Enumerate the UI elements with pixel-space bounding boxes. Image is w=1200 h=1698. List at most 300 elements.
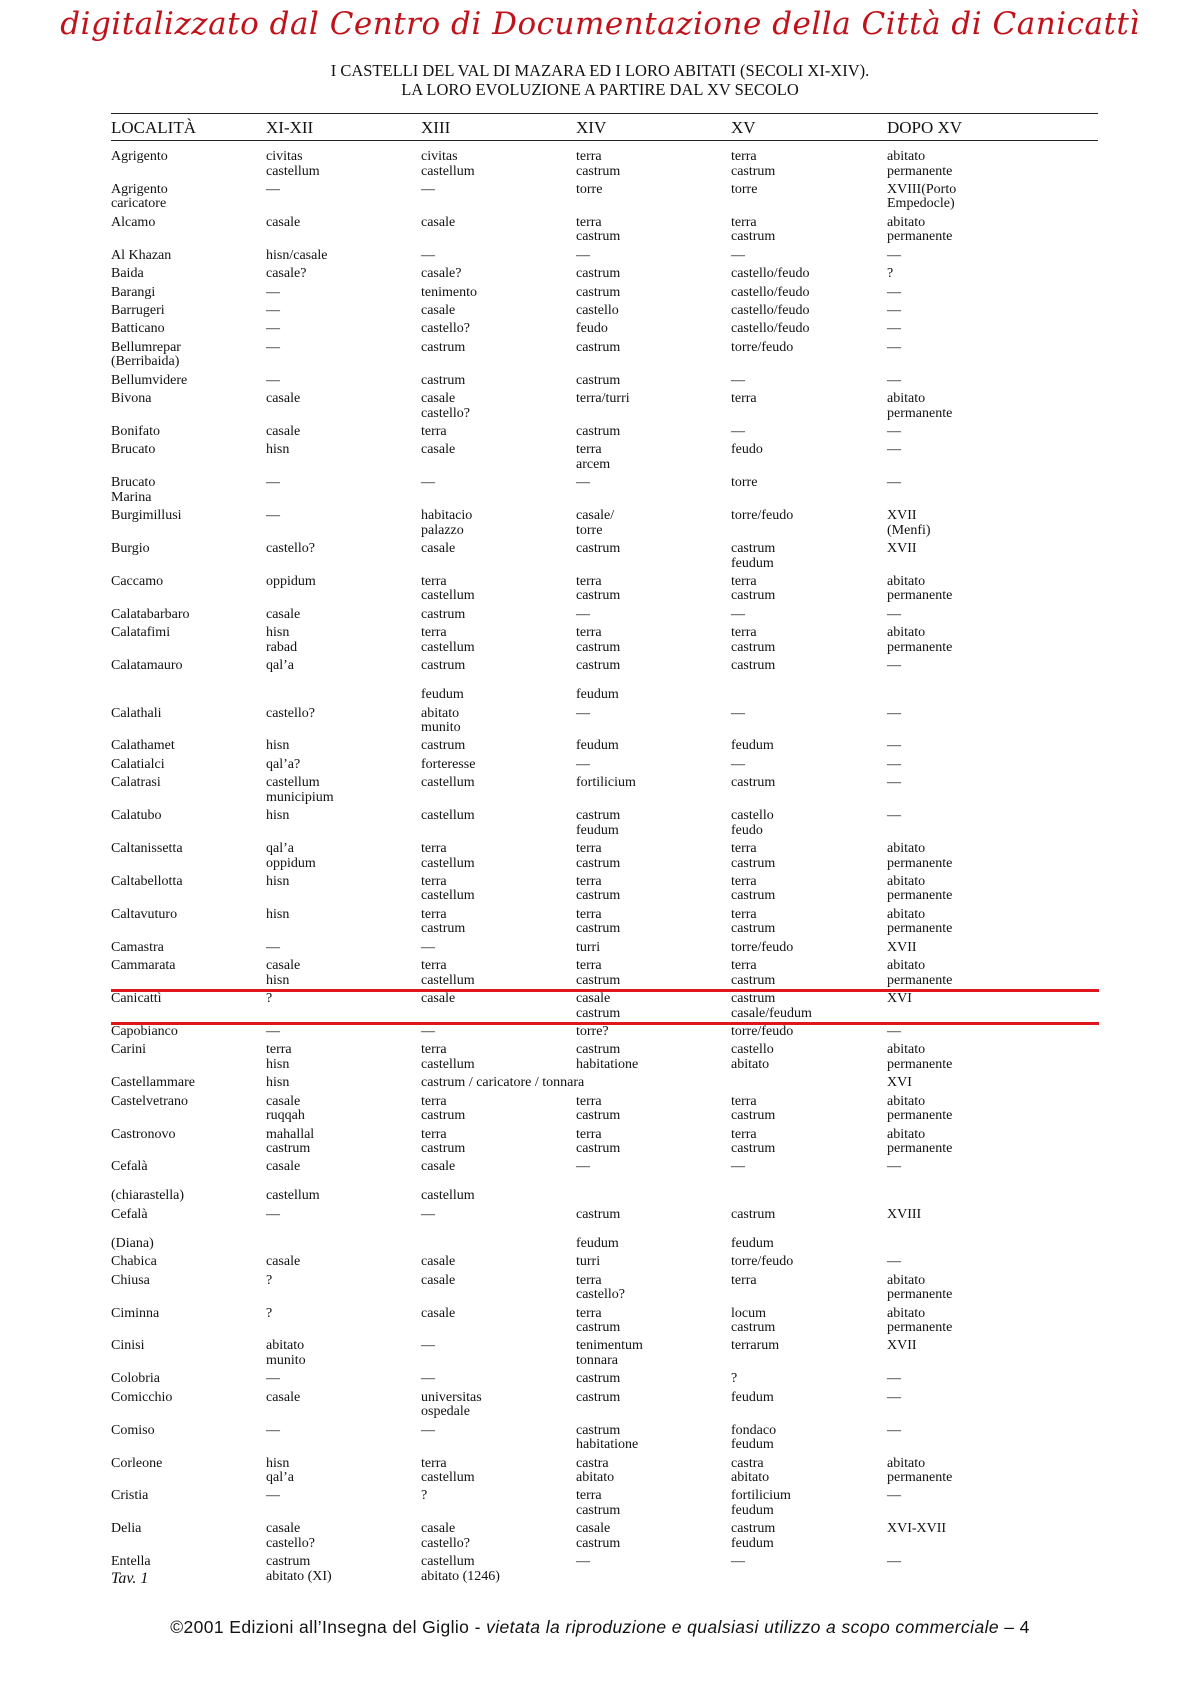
cell-xi-xii: — [266, 302, 280, 318]
cell-xv: feudo [731, 442, 763, 458]
cell-xi-xii: hisn/casale [266, 247, 328, 263]
table-row [0, 626, 1200, 659]
table-row [0, 1339, 1200, 1372]
col-header-xi-xii: XI-XII [266, 118, 314, 137]
cell-xiii: terra castellum [421, 1042, 475, 1072]
cell-localita: Castronovo [111, 1126, 176, 1142]
cell-xi-xii: hisn qal’a [266, 1455, 294, 1485]
cell-dopo-xv: ? [887, 266, 894, 282]
cell-xiii: terra castrum [421, 1126, 466, 1156]
cell-xi-xii: — [266, 1023, 280, 1039]
cell-dopo-xv: abitato permanente [887, 573, 953, 604]
col-header-xiv: XIV [576, 118, 607, 137]
cell-dopo-xv: — [887, 1023, 901, 1039]
cell-xv: torre/feudo [731, 339, 794, 355]
cell-xiii: casale [421, 1305, 456, 1321]
cell-localita: Barangi [111, 284, 156, 300]
cell-localita: Chiusa [111, 1272, 150, 1288]
cell-xv: castello/feudo [731, 266, 810, 282]
cell-dopo-xv: — [887, 247, 901, 263]
cell-xiv: terra castrum [576, 1093, 621, 1124]
cell-localita: Cefalà (chiarastella) [111, 1159, 185, 1204]
cell-xi-xii: — [266, 939, 280, 955]
table-row [0, 1489, 1200, 1522]
cell-xv: terra castrum [731, 1126, 776, 1156]
cell-xv: castello/feudo [731, 321, 810, 337]
table-row [0, 1555, 1200, 1588]
cell-localita: Agrigento [111, 149, 168, 164]
cell-xiii: castrum [421, 738, 466, 754]
cell-xiii: — [421, 1338, 435, 1354]
cell-dopo-xv: XVII [887, 1338, 917, 1354]
cell-xiii: civitas castellum [421, 149, 475, 179]
cell-xv: terra castrum [731, 958, 776, 988]
cell-xiii: casale [421, 1254, 456, 1270]
highlight-bottom-line [111, 1022, 1099, 1025]
cell-xiv: castello [576, 302, 619, 318]
cell-xiv: terra/turri [576, 391, 630, 406]
cell-xiv: torre [576, 181, 603, 197]
cell-xiii: terra castellum [421, 958, 475, 988]
cell-xv: terra [731, 1272, 757, 1288]
cell-xv: terra castrum [731, 625, 776, 655]
cell-xiv: terra castrum [576, 1126, 621, 1156]
cell-xi-xii: hisn [266, 442, 290, 458]
cell-xi-xii: — [266, 284, 280, 300]
cell-localita: Calatamauro [111, 658, 183, 674]
cell-xv: terra castrum [731, 573, 776, 604]
table-row [0, 1160, 1200, 1207]
cell-xi-xii: — [266, 1488, 280, 1504]
table-row [0, 183, 1200, 216]
header-top-rule [111, 113, 1098, 114]
cell-localita: Corleone [111, 1455, 163, 1471]
table-row [0, 1025, 1200, 1043]
cell-xiii: terra castellum [421, 625, 475, 655]
cell-xiv: — [576, 1159, 590, 1175]
cell-xi-xii: qal’a oppidum [266, 841, 316, 871]
table-row [0, 1522, 1200, 1555]
cell-xv: castello abitato [731, 1042, 774, 1072]
cell-localita: Al Khazan [111, 247, 172, 263]
cell-xiv: terra castrum [576, 625, 621, 655]
cell-xi-xii: qal’a? [266, 756, 301, 772]
cell-xv: terrarum [731, 1338, 780, 1354]
cell-xiv: castrum habitatione [576, 1042, 639, 1072]
cell-xiii: — [421, 1371, 435, 1387]
cell-xv: — [731, 247, 745, 263]
cell-xv: torre/feudo [731, 508, 794, 524]
cell-localita: Calathali [111, 705, 162, 721]
cell-xi-xii: oppidum [266, 573, 316, 589]
cell-localita: Calatafimi [111, 625, 171, 641]
table-row [0, 1274, 1200, 1307]
cell-xi-xii: — [266, 1206, 280, 1222]
cell-xi-xii: terra hisn [266, 1042, 292, 1072]
cell-xi-xii: casale castello? [266, 1521, 315, 1551]
cell-xiii: castrum / caricatore / tonnara [421, 1075, 585, 1091]
cell-xv: torre/feudo [731, 1254, 794, 1270]
cell-xiv: turri [576, 1254, 601, 1270]
cell-xi-xii: civitas castellum [266, 149, 320, 179]
cell-xiii: — [421, 939, 435, 955]
table-row [0, 758, 1200, 776]
cell-localita: Agrigento caricatore [111, 181, 168, 212]
cell-xv: castra abitato [731, 1455, 770, 1485]
cell-xv: — [731, 606, 745, 622]
cell-xi-xii: hisn [266, 808, 290, 824]
footer-copyright: ©2001 Edizioni all’Insegna del Giglio - [170, 1617, 487, 1637]
cell-xv: castrum feudum [731, 541, 776, 571]
cell-xiv: terra castrum [576, 1305, 621, 1335]
table-row [0, 707, 1200, 740]
col-header-xiii: XIII [421, 118, 451, 137]
cell-xi-xii: casale [266, 1389, 301, 1405]
cell-xiii: universitas ospedale [421, 1389, 482, 1420]
cell-localita: Burgimillusi [111, 508, 182, 524]
table-row [0, 959, 1200, 992]
cell-dopo-xv: — [887, 302, 901, 318]
table-row [0, 842, 1200, 875]
cell-xiv: feudo [576, 321, 608, 337]
cell-xiv: — [576, 606, 590, 622]
cell-dopo-xv: — [887, 1488, 901, 1504]
cell-xiv: castrum habitatione [576, 1422, 639, 1453]
cell-xiii: castellum abitato (1246) [421, 1554, 500, 1584]
cell-localita: Cefalà (Diana) [111, 1206, 154, 1251]
cell-xiii: casale castello? [421, 391, 470, 421]
table-row [0, 267, 1200, 285]
table-row [0, 659, 1200, 706]
table-row [0, 739, 1200, 757]
table-row [0, 1307, 1200, 1340]
header-bottom-rule [111, 140, 1098, 141]
cell-xi-xii: hisn [266, 873, 290, 889]
cell-xiii: terra [421, 423, 447, 439]
cell-xiv: castrum [576, 1371, 621, 1387]
cell-xi-xii: — [266, 181, 280, 197]
cell-xi-xii: ? [266, 1305, 273, 1321]
cell-dopo-xv: — [887, 1159, 901, 1175]
cell-xi-xii: — [266, 508, 280, 524]
cell-xiv: castra abitato [576, 1455, 615, 1485]
cell-xiv: terra castrum [576, 873, 621, 904]
table-row [0, 1208, 1200, 1255]
cell-xiii: castello? [421, 321, 470, 337]
cell-xiii: — [421, 1023, 435, 1039]
cell-xv: torre [731, 181, 758, 197]
cell-xv: terra castrum [731, 841, 776, 871]
cell-xiii: terra castellum [421, 841, 475, 871]
cell-localita: Brucato Marina [111, 475, 156, 505]
cell-xiii: casale castello? [421, 1521, 470, 1551]
cell-xiv: terra castrum [576, 841, 621, 871]
cell-dopo-xv: — [887, 475, 901, 491]
cell-xiv: castrum feudum [576, 808, 621, 838]
cell-localita: Caltanissetta [111, 841, 183, 856]
cell-xv: ? [731, 1371, 738, 1387]
cell-xi-xii: abitato munito [266, 1338, 306, 1368]
cell-xiv: castrum feudum [576, 658, 621, 703]
cell-dopo-xv: XVII [887, 541, 917, 556]
cell-xv: terra castrum [731, 873, 776, 904]
cell-dopo-xv: — [887, 321, 901, 337]
table-row [0, 286, 1200, 304]
cell-xiii: abitato munito [421, 705, 461, 735]
cell-localita: Calathamet [111, 738, 175, 754]
cell-xiii: castrum [421, 372, 466, 388]
cell-xi-xii: castrum abitato (XI) [266, 1554, 332, 1584]
cell-xi-xii: casale castellum [266, 1159, 320, 1204]
table-row [0, 1372, 1200, 1390]
cell-localita: Caltabellotta [111, 873, 183, 889]
cell-xiii: terra castrum [421, 906, 466, 937]
cell-xi-xii: castello? [266, 705, 315, 721]
table-row [0, 941, 1200, 959]
cell-xiii: casale castellum [421, 1159, 475, 1204]
cell-dopo-xv: — [887, 606, 901, 622]
cell-localita: Burgio [111, 541, 150, 556]
table-row [0, 542, 1200, 575]
cell-xv: terra [731, 391, 757, 406]
cell-xv: — [731, 423, 745, 439]
cell-xiv: tenimentum tonnara [576, 1338, 643, 1368]
cell-xiv: castrum [576, 541, 621, 556]
cell-xiv: — [576, 705, 590, 721]
cell-xv: castello/feudo [731, 302, 810, 318]
cell-xiii: terra castellum [421, 573, 475, 604]
table-row [0, 476, 1200, 509]
cell-xv: castrum [731, 658, 776, 674]
title-line-2: LA LORO EVOLUZIONE A PARTIRE DAL XV SECOLO [401, 80, 799, 99]
cell-xiv: castrum [576, 266, 621, 282]
cell-xiv: casale castrum [576, 1521, 621, 1551]
footer [0, 1617, 1200, 1638]
cell-dopo-xv: abitato permanente [887, 214, 953, 245]
cell-dopo-xv: — [887, 1389, 901, 1405]
cell-localita: Baida [111, 266, 144, 282]
cell-xiv: castrum [576, 423, 621, 439]
cell-localita: Alcamo [111, 214, 156, 230]
cell-xi-xii: hisn [266, 738, 290, 754]
cell-dopo-xv: — [887, 442, 901, 458]
cell-dopo-xv: — [887, 705, 901, 721]
cell-dopo-xv: abitato permanente [887, 1305, 953, 1335]
table-row [0, 392, 1200, 425]
cell-dopo-xv: — [887, 756, 901, 772]
cell-dopo-xv: XVII (Menfi) [887, 508, 931, 538]
cell-xiv: castrum feudum [576, 1206, 621, 1251]
cell-localita: Entella [111, 1554, 151, 1570]
cell-xv: terra castrum [731, 906, 776, 937]
cell-dopo-xv: XVI [887, 991, 912, 1006]
cell-xiii: — [421, 1422, 435, 1438]
cell-xv: — [731, 372, 745, 388]
cell-dopo-xv: XVIII [887, 1206, 922, 1222]
cell-dopo-xv: abitato permanente [887, 1093, 953, 1124]
cell-xiii: — [421, 247, 435, 263]
cell-dopo-xv: abitato permanente [887, 873, 953, 904]
cell-xiii: casale [421, 541, 456, 556]
table-row [0, 1255, 1200, 1273]
cell-dopo-xv: abitato permanente [887, 625, 953, 655]
cell-xiii: castrum [421, 606, 466, 622]
cell-localita: Calatrasi [111, 775, 161, 791]
table-row [0, 575, 1200, 608]
cell-dopo-xv: — [887, 1371, 901, 1387]
cell-localita: Bivona [111, 391, 152, 406]
cell-localita: Bellumrepar (Berribaida) [111, 339, 181, 370]
cell-xi-xii: qal’a [266, 658, 294, 674]
cell-dopo-xv: — [887, 738, 901, 754]
cell-dopo-xv: — [887, 423, 901, 439]
cell-xi-xii: casale ruqqah [266, 1093, 305, 1124]
cell-localita: Brucato [111, 442, 156, 458]
table-row [0, 509, 1200, 542]
cell-xv: castrum feudum [731, 1521, 776, 1551]
cell-xiii: forteresse [421, 756, 476, 772]
cell-xiii: terra castrum [421, 1093, 466, 1124]
cell-dopo-xv: abitato permanente [887, 1455, 953, 1485]
cell-xiii: casale [421, 214, 456, 230]
cell-xiv: terra arcem [576, 442, 611, 472]
cell-xiii: castellum [421, 775, 475, 791]
table-row [0, 1457, 1200, 1490]
cell-localita: Comicchio [111, 1389, 173, 1405]
cell-xiii: casale [421, 1272, 456, 1288]
cell-xi-xii: — [266, 1371, 280, 1387]
highlight-top-line [111, 989, 1099, 992]
cell-xv: locum castrum [731, 1305, 776, 1335]
cell-xv: castello/feudo [731, 284, 810, 300]
cell-xiv: — [576, 247, 590, 263]
tav-label: Tav. 1 [111, 1570, 149, 1587]
cell-xi-xii: casale? [266, 266, 307, 282]
table-row [0, 374, 1200, 392]
cell-localita: Caltavuturo [111, 906, 178, 922]
cell-xv: feudum [731, 738, 774, 754]
col-header-xv: XV [731, 118, 756, 137]
cell-xi-xii: casale [266, 391, 301, 406]
cell-dopo-xv: — [887, 1554, 901, 1570]
cell-xi-xii: casale [266, 1254, 301, 1270]
cell-xv: fondaco feudum [731, 1422, 777, 1453]
cell-xi-xii: — [266, 339, 280, 355]
cell-xv: castrum feudum [731, 1206, 776, 1251]
cell-xi-xii: hisn [266, 906, 290, 922]
table-title [0, 61, 1200, 99]
table-row [0, 341, 1200, 374]
cell-xiii: terra castellum [421, 1455, 475, 1485]
cell-xiv: turri [576, 939, 601, 955]
cell-xv: terra castrum [731, 214, 776, 245]
table-row [0, 1391, 1200, 1424]
cell-xi-xii: casale [266, 423, 301, 439]
cell-dopo-xv: XVI-XVII [887, 1521, 947, 1537]
cell-localita: Barrugeri [111, 302, 165, 318]
cell-xi-xii: — [266, 321, 280, 337]
cell-xiii: terra castellum [421, 873, 475, 904]
cell-dopo-xv: XVII [887, 939, 917, 955]
cell-dopo-xv: abitato permanente [887, 149, 953, 179]
cell-xi-xii: ? [266, 1272, 273, 1288]
cell-xi-xii: castello? [266, 541, 315, 556]
cell-xiv: feudum [576, 738, 619, 754]
cell-xv: torre [731, 475, 758, 491]
cell-localita: Cammarata [111, 958, 176, 974]
cell-xi-xii: hisn [266, 1075, 290, 1091]
table-row [0, 322, 1200, 340]
cell-dopo-xv: abitato permanente [887, 906, 953, 937]
cell-xiv: castrum [576, 1389, 621, 1405]
cell-localita: Delia [111, 1521, 142, 1537]
table-row [0, 608, 1200, 626]
cell-dopo-xv: — [887, 1254, 901, 1270]
cell-xiv: castrum [576, 372, 621, 388]
cell-xiii: habitacio palazzo [421, 508, 473, 538]
cell-xiii: — [421, 1206, 435, 1222]
cell-dopo-xv: — [887, 284, 901, 300]
footer-page-number: – 4 [999, 1617, 1030, 1637]
cell-xi-xii: — [266, 372, 280, 388]
cell-xiii: castrum [421, 339, 466, 355]
cell-xiv: terra castrum [576, 958, 621, 988]
table-row [0, 1128, 1200, 1161]
cell-xv: — [731, 756, 745, 772]
table-row [0, 150, 1200, 183]
footer-notice: vietata la riproduzione e qualsiasi utilizzo a scopo commerciale [486, 1617, 1000, 1637]
cell-xv: torre/feudo [731, 939, 794, 955]
cell-localita: Cinisi [111, 1338, 145, 1354]
cell-xiii: — [421, 181, 435, 197]
table-row [0, 216, 1200, 249]
cell-xiv: terra castrum [576, 906, 621, 937]
cell-xv: — [731, 1554, 745, 1570]
cell-xiii: casale [421, 302, 456, 318]
table-row [0, 249, 1200, 267]
digitization-banner: digitalizzato dal Centro di Documentazione della Città di Canicattì [60, 6, 1140, 42]
cell-dopo-xv: — [887, 339, 901, 355]
cell-localita: Colobria [111, 1371, 160, 1387]
cell-xiii: casale? [421, 266, 462, 282]
cell-dopo-xv: abitato permanente [887, 958, 953, 988]
cell-xv: fortilicium feudum [731, 1488, 791, 1518]
cell-xiv: — [576, 756, 590, 772]
col-header-dopo-xv: DOPO XV [887, 118, 963, 137]
cell-localita: Calatialci [111, 756, 165, 772]
cell-dopo-xv: — [887, 658, 901, 674]
col-header-localita: LOCALITÀ [111, 118, 196, 137]
cell-xv: castello feudo [731, 808, 774, 838]
cell-localita: Castelvetrano [111, 1093, 188, 1109]
cell-xiv: — [576, 475, 590, 491]
table-header [0, 118, 1200, 140]
cell-dopo-xv: abitato permanente [887, 1126, 953, 1156]
cell-xiv: fortilicium [576, 775, 636, 791]
cell-xv: castrum casale/feudum [731, 991, 812, 1021]
cell-xi-xii: — [266, 1422, 280, 1438]
cell-xiv: casale/ torre [576, 508, 615, 538]
table-row [0, 1076, 1200, 1094]
cell-xiv: castrum [576, 339, 621, 355]
cell-localita: Calatubo [111, 808, 162, 824]
cell-xi-xii: casale [266, 606, 301, 622]
cell-xiii: — [421, 475, 435, 491]
cell-xiii: tenimento [421, 284, 477, 300]
cell-dopo-xv: abitato permanente [887, 1272, 953, 1303]
table-row [0, 875, 1200, 908]
cell-localita: Castellammare [111, 1075, 195, 1091]
